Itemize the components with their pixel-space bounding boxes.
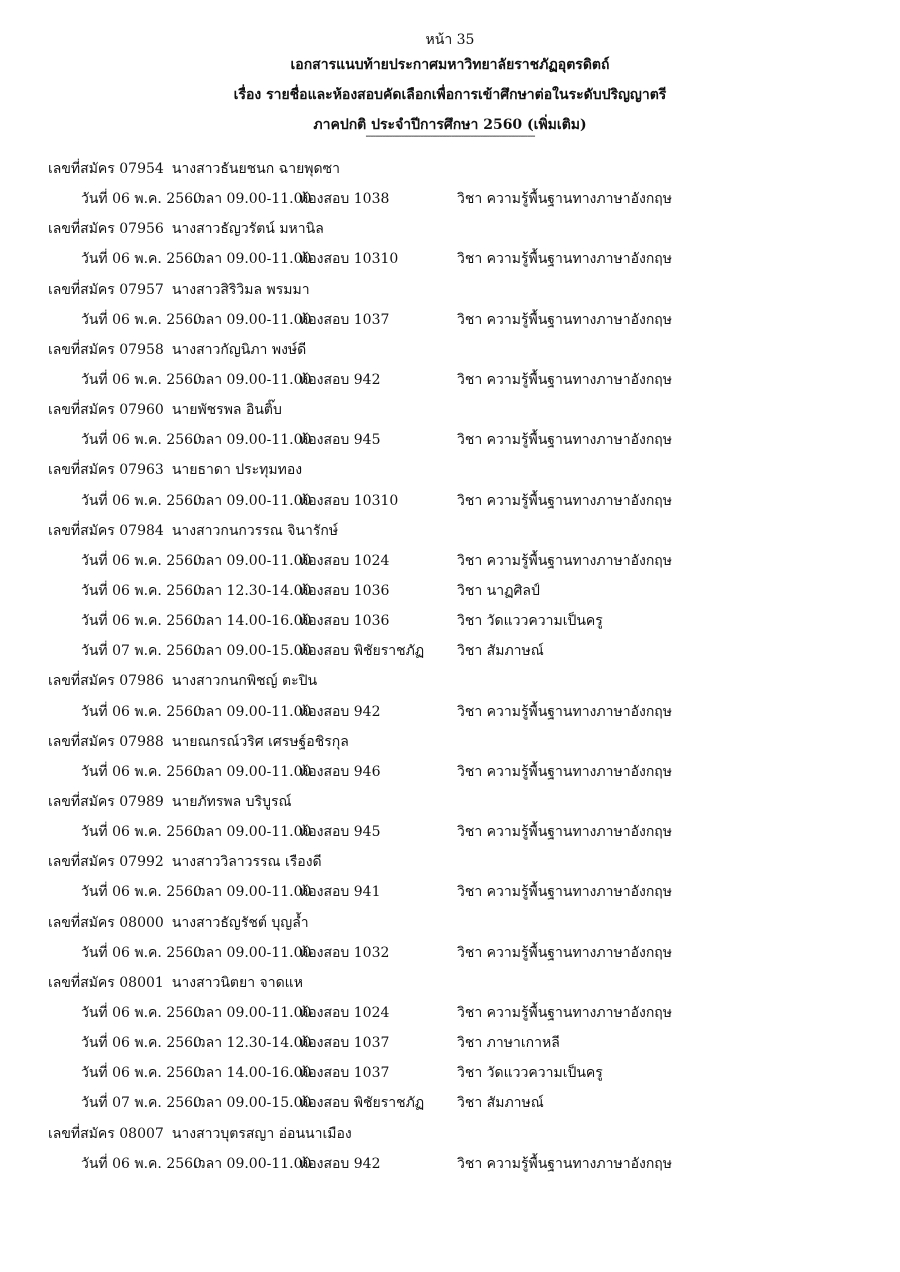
exam-subject: วิชา วัดแววความเป็นครู xyxy=(457,613,603,630)
exam-date: วันที่ 06 พ.ค. 2560 xyxy=(81,703,202,720)
exam-date: วันที่ 06 พ.ค. 2560 xyxy=(81,432,202,449)
exam-time: เวลา 09.00-11.00 xyxy=(193,763,312,780)
exam-room: ห้องสอบ 10310 xyxy=(299,492,399,509)
exam-subject: วิชา ความรู้พื้นฐานทางภาษาอังกฤษ xyxy=(457,432,672,449)
exam-row xyxy=(0,606,900,636)
exam-subject: วิชา ความรู้พื้นฐานทางภาษาอังกฤษ xyxy=(457,1004,672,1021)
applicant-row xyxy=(0,395,900,425)
applicant-row xyxy=(0,455,900,485)
document-title: เอกสารแนบท้ายประกาศมหาวิทยาลัยราชภัฏอุตรดิตถ์ xyxy=(290,57,610,73)
applicant-name: นางสาวนิตยา จาดแห xyxy=(171,974,303,991)
exam-room: ห้องสอบ 1038 xyxy=(299,191,390,208)
exam-room: ห้องสอบ พิชัยราชภัฏ xyxy=(299,1095,425,1112)
applicant-entry xyxy=(48,455,302,485)
applicant-name: นางสาวสิริวิมล พรมมา xyxy=(171,281,310,298)
exam-row xyxy=(0,998,900,1028)
exam-row xyxy=(0,757,900,787)
exam-date: วันที่ 06 พ.ค. 2560 xyxy=(81,1035,202,1052)
applicant-entry xyxy=(48,727,349,757)
exam-subject: วิชา สัมภาษณ์ xyxy=(457,643,544,660)
exam-row xyxy=(0,1028,900,1058)
registration-number: เลขที่สมัคร 07986 xyxy=(48,673,164,690)
exam-subject: วิชา วัดแววความเป็นครู xyxy=(457,1065,603,1082)
exam-row xyxy=(0,184,900,214)
exam-date: วันที่ 06 พ.ค. 2560 xyxy=(81,884,202,901)
exam-room: ห้องสอบ 942 xyxy=(299,371,381,388)
exam-subject: วิชา ความรู้พื้นฐานทางภาษาอังกฤษ xyxy=(457,371,672,388)
exam-time: เวลา 09.00-11.00 xyxy=(193,432,312,449)
exam-room: ห้องสอบ 1037 xyxy=(299,1065,390,1082)
exam-date: วันที่ 06 พ.ค. 2560 xyxy=(81,944,202,961)
applicant-name: นายณกรณ์วริศ เศรษฐ์อชิรกุล xyxy=(171,733,349,750)
registration-number: เลขที่สมัคร 07956 xyxy=(48,221,164,238)
exam-subject: วิชา ความรู้พื้นฐานทางภาษาอังกฤษ xyxy=(457,884,672,901)
exam-date: วันที่ 06 พ.ค. 2560 xyxy=(81,311,202,328)
exam-room: ห้องสอบ 1037 xyxy=(299,311,390,328)
exam-time: เวลา 12.30-14.00 xyxy=(193,582,312,599)
exam-date: วันที่ 06 พ.ค. 2560 xyxy=(81,191,202,208)
applicant-name: นางสาวธันยชนก ฉายพุดซา xyxy=(171,161,340,177)
exam-time: เวลา 09.00-15.00 xyxy=(193,1095,312,1112)
page-number: หน้า 35 xyxy=(425,32,475,48)
exam-row xyxy=(0,244,900,274)
exam-room: ห้องสอบ 1037 xyxy=(299,1035,390,1052)
exam-subject: วิชา ความรู้พื้นฐานทางภาษาอังกฤษ xyxy=(457,311,672,328)
exam-room: ห้องสอบ 1036 xyxy=(299,582,390,599)
exam-date: วันที่ 06 พ.ค. 2560 xyxy=(81,1155,202,1172)
applicant-row xyxy=(0,727,900,757)
exam-room: ห้องสอบ 942 xyxy=(299,1155,381,1172)
applicant-entry xyxy=(48,275,310,305)
exam-date: วันที่ 06 พ.ค. 2560 xyxy=(81,492,202,509)
applicant-entry xyxy=(48,1119,352,1149)
exam-room: ห้องสอบ 946 xyxy=(299,763,381,780)
exam-date: วันที่ 06 พ.ค. 2560 xyxy=(81,371,202,388)
applicant-row xyxy=(0,275,900,305)
exam-subject: วิชา ความรู้พื้นฐานทางภาษาอังกฤษ xyxy=(457,251,672,268)
applicant-name: นายพัชรพล อินติ๊บ xyxy=(171,402,282,419)
registration-number: เลขที่สมัคร 07954 xyxy=(48,161,164,177)
applicant-entry xyxy=(48,516,338,546)
exam-time: เวลา 09.00-11.00 xyxy=(193,944,312,961)
exam-time: เวลา 09.00-11.00 xyxy=(193,311,312,328)
exam-date: วันที่ 06 พ.ค. 2560 xyxy=(81,824,202,841)
applicant-entry xyxy=(48,968,303,998)
exam-row xyxy=(0,486,900,516)
exam-room: ห้องสอบ 942 xyxy=(299,703,381,720)
applicant-row xyxy=(0,154,900,184)
applicant-name: นางสาวบุตรสญา อ่อนนาเมือง xyxy=(171,1125,352,1142)
applicant-entry xyxy=(48,154,340,184)
registration-number: เลขที่สมัคร 07963 xyxy=(48,462,164,479)
registration-number: เลขที่สมัคร 07989 xyxy=(48,793,164,810)
registration-number: เลขที่สมัคร 07988 xyxy=(48,733,164,750)
applicant-entry xyxy=(48,847,322,877)
registration-number: เลขที่สมัคร 07960 xyxy=(48,402,164,419)
exam-time: เวลา 09.00-11.00 xyxy=(193,884,312,901)
registration-number: เลขที่สมัคร 07957 xyxy=(48,281,164,298)
applicant-name: นางสาวกนกวรรณ จินารักษ์ xyxy=(171,522,339,539)
applicant-entry xyxy=(48,666,317,696)
applicant-name: นางสาวกนกพิชญ์ ตะปิน xyxy=(171,673,318,690)
exam-subject: วิชา ความรู้พื้นฐานทางภาษาอังกฤษ xyxy=(457,492,672,509)
exam-subject: วิชา ความรู้พื้นฐานทางภาษาอังกฤษ xyxy=(457,763,672,780)
applicant-name: นายธาดา ประทุมทอง xyxy=(171,462,303,479)
exam-subject: วิชา ความรู้พื้นฐานทางภาษาอังกฤษ xyxy=(457,552,672,569)
exam-date: วันที่ 06 พ.ค. 2560 xyxy=(81,763,202,780)
applicant-row xyxy=(0,968,900,998)
exam-row xyxy=(0,546,900,576)
exam-row xyxy=(0,305,900,335)
applicant-row xyxy=(0,214,900,244)
exam-room: ห้องสอบ พิชัยราชภัฏ xyxy=(299,643,425,660)
exam-subject: วิชา นาฏศิลป์ xyxy=(457,582,540,599)
applicant-entry xyxy=(48,787,291,817)
registration-number: เลขที่สมัคร 08000 xyxy=(48,914,164,931)
exam-time: เวลา 09.00-11.00 xyxy=(193,191,312,208)
exam-time: เวลา 09.00-11.00 xyxy=(193,703,312,720)
applicant-list xyxy=(0,154,900,1179)
applicant-entry xyxy=(48,214,324,244)
exam-subject: วิชา ความรู้พื้นฐานทางภาษาอังกฤษ xyxy=(457,944,672,961)
applicant-row xyxy=(0,847,900,877)
exam-row xyxy=(0,817,900,847)
exam-room: ห้องสอบ 1024 xyxy=(299,552,390,569)
exam-time: เวลา 09.00-11.00 xyxy=(193,824,312,841)
exam-row xyxy=(0,938,900,968)
exam-time: เวลา 09.00-11.00 xyxy=(193,371,312,388)
registration-number: เลขที่สมัคร 07984 xyxy=(48,522,164,539)
applicant-row xyxy=(0,787,900,817)
registration-number: เลขที่สมัคร 07958 xyxy=(48,341,164,358)
applicant-row xyxy=(0,1119,900,1149)
applicant-row xyxy=(0,335,900,365)
exam-row xyxy=(0,1058,900,1088)
exam-date: วันที่ 06 พ.ค. 2560 xyxy=(81,613,202,630)
exam-date: วันที่ 06 พ.ค. 2560 xyxy=(81,1065,202,1082)
exam-row xyxy=(0,576,900,606)
exam-subject: วิชา ความรู้พื้นฐานทางภาษาอังกฤษ xyxy=(457,191,672,208)
applicant-row xyxy=(0,516,900,546)
exam-row xyxy=(0,1149,900,1179)
exam-subject: วิชา ภาษาเกาหลี xyxy=(457,1035,560,1052)
exam-date: วันที่ 06 พ.ค. 2560 xyxy=(81,251,202,268)
applicant-name: นางสาววิลาวรรณ เรืองดี xyxy=(171,854,322,871)
exam-date: วันที่ 07 พ.ค. 2560 xyxy=(81,643,202,660)
applicant-entry xyxy=(48,395,282,425)
applicant-name: นางสาวธัญรัชต์ บุญล้ำ xyxy=(171,914,309,931)
registration-number: เลขที่สมัคร 08001 xyxy=(48,974,164,991)
exam-room: ห้องสอบ 1024 xyxy=(299,1004,390,1021)
exam-row xyxy=(0,425,900,455)
exam-time: เวลา 09.00-11.00 xyxy=(193,492,312,509)
registration-number: เลขที่สมัคร 08007 xyxy=(48,1125,164,1142)
applicant-name: นายภัทรพล บริบูรณ์ xyxy=(171,793,292,810)
exam-row xyxy=(0,365,900,395)
exam-row xyxy=(0,697,900,727)
exam-room: ห้องสอบ 10310 xyxy=(299,251,399,268)
exam-date: วันที่ 06 พ.ค. 2560 xyxy=(81,582,202,599)
document-subject: เรื่อง รายชื่อและห้องสอบคัดเลือกเพื่อการเข้าศึกษาต่อในระดับปริญญาตรี xyxy=(233,87,667,103)
exam-time: เวลา 14.00-16.00 xyxy=(193,613,312,630)
exam-time: เวลา 12.30-14.00 xyxy=(193,1035,312,1052)
exam-subject: วิชา ความรู้พื้นฐานทางภาษาอังกฤษ xyxy=(457,824,672,841)
header-rule: ----------------------------------------------------------------------- xyxy=(365,132,535,142)
exam-date: วันที่ 07 พ.ค. 2560 xyxy=(81,1095,202,1112)
exam-row xyxy=(0,1088,900,1118)
applicant-row xyxy=(0,666,900,696)
applicant-entry xyxy=(48,908,309,938)
applicant-name: นางสาวธัญวรัตน์ มหานิล xyxy=(171,221,324,238)
exam-date: วันที่ 06 พ.ค. 2560 xyxy=(81,552,202,569)
registration-number: เลขที่สมัคร 07992 xyxy=(48,854,164,871)
exam-time: เวลา 09.00-15.00 xyxy=(193,643,312,660)
applicant-row xyxy=(0,908,900,938)
exam-room: ห้องสอบ 941 xyxy=(299,884,381,901)
applicant-entry xyxy=(48,335,306,365)
exam-room: ห้องสอบ 1032 xyxy=(299,944,390,961)
exam-subject: วิชา สัมภาษณ์ xyxy=(457,1095,544,1112)
exam-room: ห้องสอบ 945 xyxy=(299,824,381,841)
exam-time: เวลา 09.00-11.00 xyxy=(193,251,312,268)
exam-room: ห้องสอบ 945 xyxy=(299,432,381,449)
exam-row xyxy=(0,877,900,907)
exam-time: เวลา 09.00-11.00 xyxy=(193,1155,312,1172)
exam-date: วันที่ 06 พ.ค. 2560 xyxy=(81,1004,202,1021)
exam-time: เวลา 14.00-16.00 xyxy=(193,1065,312,1082)
exam-subject: วิชา ความรู้พื้นฐานทางภาษาอังกฤษ xyxy=(457,1155,672,1172)
exam-time: เวลา 09.00-11.00 xyxy=(193,1004,312,1021)
exam-time: เวลา 09.00-11.00 xyxy=(193,552,312,569)
applicant-name: นางสาวกัญนิภา พงษ์ดี xyxy=(171,341,307,358)
document-term: ภาคปกติ ประจำปีการศึกษา 2560 (เพิ่มเติม) xyxy=(313,117,587,133)
exam-room: ห้องสอบ 1036 xyxy=(299,613,390,630)
document-header xyxy=(0,30,900,142)
exam-subject: วิชา ความรู้พื้นฐานทางภาษาอังกฤษ xyxy=(457,703,672,720)
exam-row xyxy=(0,636,900,666)
